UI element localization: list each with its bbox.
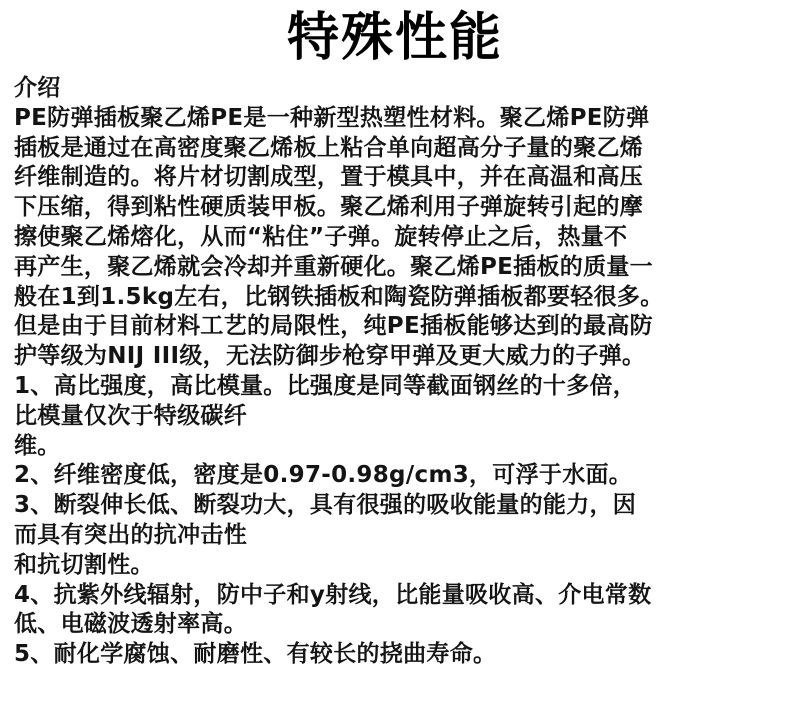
text-line: 3、断裂伸长低、断裂功大，具有很强的吸收能量的能力，因 — [14, 492, 637, 519]
text-line: 护等级为NIJ III级，无法防御步枪穿甲弹及更大威力的子弹。 — [14, 343, 646, 370]
text-line: 下压缩，得到粘性硬质装甲板。聚乙烯利用子弹旋转引起的摩 — [14, 194, 644, 221]
text-line: 插板是通过在高密度聚乙烯板上粘合单向超高分子量的聚乙烯 — [14, 134, 644, 161]
text-line: 比模量仅次于特级碳纤 — [14, 402, 247, 429]
text-line: 维。 — [14, 432, 61, 459]
text-line: 低、电磁波透射率高。 — [14, 611, 247, 638]
text-line: 5、耐化学腐蚀、耐磨性、有较长的挠曲寿命。 — [14, 641, 497, 668]
text-line: 擦使聚乙烯熔化，从而“粘住”子弹。旋转停止之后，热量不 — [14, 223, 628, 250]
text-line: 但是由于目前材料工艺的局限性，纯PE插板能够达到的最高防 — [14, 313, 653, 340]
document-body — [14, 74, 780, 670]
text-line: 介绍 — [14, 75, 61, 101]
text-line: 和抗切割性。 — [14, 551, 154, 578]
page-title: 特殊性能 — [286, 8, 503, 68]
text-line: 般在1到1.5kg左右，比钢铁插板和陶瓷防弹插板都要轻很多。 — [14, 283, 664, 310]
text-line: 纤维制造的。将片材切割成型，置于模具中，并在高温和高压 — [14, 164, 644, 191]
text-line: 4、抗紫外线辐射，防中子和y射线，比能量吸收高、介电常数 — [14, 581, 652, 608]
text-line: 2、纤维密度低，密度是0.97-0.98g/cm3，可浮于水面。 — [14, 462, 633, 489]
text-line: 而具有突出的抗冲击性 — [14, 521, 247, 548]
text-line: 再产生，聚乙烯就会冷却并重新硬化。聚乙烯PE插板的质量一 — [14, 253, 653, 280]
text-line: 1、高比强度，高比模量。比强度是同等截面钢丝的十多倍， — [14, 372, 637, 399]
text-line: PE防弹插板聚乙烯PE是一种新型热塑性材料。聚乙烯PE防弹 — [14, 104, 650, 131]
